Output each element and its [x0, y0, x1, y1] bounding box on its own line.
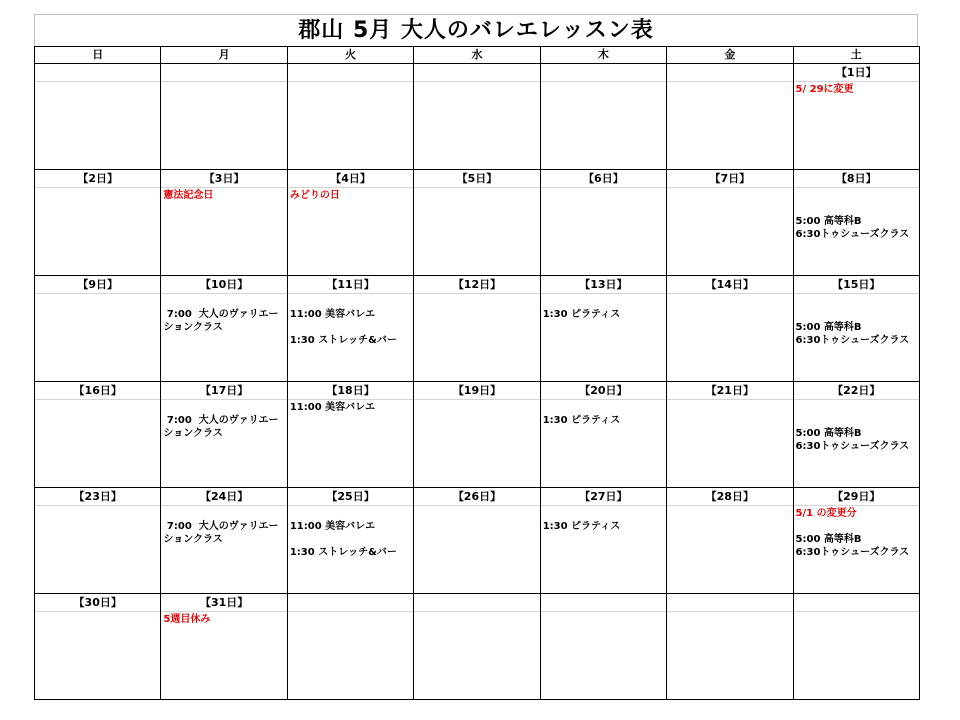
lesson-entry — [796, 401, 917, 414]
day-cell[interactable] — [414, 382, 540, 488]
day-entries — [35, 400, 160, 401]
day-number — [288, 594, 413, 612]
day-cell[interactable] — [35, 382, 161, 488]
lesson-entry: 1:30 ピラティス — [542, 309, 621, 320]
day-number: 【6日】 — [541, 170, 666, 188]
day-entries — [414, 506, 539, 507]
day-number: 【28日】 — [667, 488, 792, 506]
weekday-header: 火 — [287, 47, 413, 64]
day-cell[interactable] — [793, 170, 919, 276]
day-number: 【14日】 — [667, 276, 792, 294]
day-entries — [541, 82, 666, 83]
day-cell[interactable] — [414, 594, 540, 700]
day-entries — [414, 400, 539, 401]
lesson-entry: 7:00 大人のヴァリエーションクラス — [163, 521, 279, 545]
day-cell[interactable] — [35, 594, 161, 700]
day-cell[interactable] — [35, 488, 161, 594]
day-number — [161, 64, 286, 82]
day-note: 憲法記念日 — [163, 190, 214, 201]
lesson-entry: 6:30トゥシューズクラス — [795, 229, 910, 240]
lesson-entry: 7:00 大人のヴァリエーションクラス — [163, 415, 279, 439]
day-cell[interactable] — [161, 594, 287, 700]
day-entries — [794, 82, 919, 96]
day-entries — [288, 82, 413, 83]
lesson-entry: 6:30トゥシューズクラス — [795, 547, 910, 558]
week-row — [35, 382, 920, 488]
day-number: 【26日】 — [414, 488, 539, 506]
day-cell[interactable] — [540, 64, 666, 170]
day-cell[interactable] — [793, 382, 919, 488]
lesson-entry — [543, 507, 664, 520]
lesson-entry — [543, 295, 664, 308]
day-cell[interactable] — [667, 594, 793, 700]
day-entries — [667, 82, 792, 83]
lesson-entry — [290, 533, 411, 546]
day-entries — [288, 612, 413, 613]
day-entries — [667, 294, 792, 295]
day-number: 【13日】 — [541, 276, 666, 294]
day-entries — [541, 400, 666, 427]
lesson-entry — [543, 401, 664, 414]
day-entries — [794, 188, 919, 241]
lesson-entry: 1:30 ストレッチ&バー — [289, 335, 397, 346]
day-entries — [161, 612, 286, 626]
day-number: 【24日】 — [161, 488, 286, 506]
day-cell[interactable] — [161, 64, 287, 170]
day-cell[interactable] — [414, 64, 540, 170]
week-row — [35, 276, 920, 382]
day-entries — [161, 82, 286, 83]
day-entries — [541, 612, 666, 613]
day-entries — [794, 400, 919, 453]
day-cell[interactable] — [540, 276, 666, 382]
day-entries — [161, 188, 286, 202]
day-cell[interactable] — [161, 170, 287, 276]
day-entries — [35, 612, 160, 613]
day-entries — [288, 400, 413, 414]
day-entries — [794, 506, 919, 559]
day-number: 【10日】 — [161, 276, 286, 294]
day-cell[interactable] — [414, 170, 540, 276]
day-entries — [667, 400, 792, 401]
weekday-header: 金 — [667, 47, 793, 64]
lesson-entry: 6:30トゥシューズクラス — [795, 441, 910, 452]
day-entries — [794, 612, 919, 613]
day-number — [541, 594, 666, 612]
day-cell[interactable] — [667, 64, 793, 170]
day-number: 【2日】 — [35, 170, 160, 188]
lesson-entry: 5:00 高等科B — [795, 216, 862, 227]
day-cell[interactable] — [540, 488, 666, 594]
day-entries — [288, 506, 413, 559]
lesson-entry: 5:00 高等科B — [795, 428, 862, 439]
day-cell[interactable] — [287, 488, 413, 594]
lesson-entry — [290, 295, 411, 308]
lesson-entry — [796, 202, 917, 215]
day-number — [35, 64, 160, 82]
lesson-entry — [796, 295, 917, 308]
day-cell[interactable] — [540, 594, 666, 700]
lesson-entry: 6:30トゥシューズクラス — [795, 335, 910, 346]
day-number: 【15日】 — [794, 276, 919, 294]
day-entries — [541, 188, 666, 189]
day-entries — [414, 188, 539, 189]
lesson-entry — [163, 401, 284, 414]
day-number: 【12日】 — [414, 276, 539, 294]
day-entries — [35, 188, 160, 189]
day-number: 【31日】 — [161, 594, 286, 612]
day-note: 5/1 の変更分 — [795, 508, 857, 519]
day-cell[interactable] — [35, 64, 161, 170]
page-title: 郡山 5月 大人のバレエレッスン表 — [34, 14, 918, 46]
day-entries — [667, 188, 792, 189]
day-cell[interactable] — [287, 276, 413, 382]
day-number — [794, 594, 919, 612]
day-entries — [288, 188, 413, 202]
lesson-entry: 5:00 高等科B — [795, 322, 862, 333]
day-entries — [161, 506, 286, 546]
lesson-entry: 1:30 ストレッチ&バー — [289, 547, 397, 558]
day-cell[interactable] — [667, 170, 793, 276]
day-cell[interactable] — [414, 488, 540, 594]
calendar-body — [35, 64, 920, 700]
day-cell[interactable] — [667, 276, 793, 382]
day-number — [667, 64, 792, 82]
calendar-table — [34, 46, 920, 700]
day-number: 【3日】 — [161, 170, 286, 188]
day-entries — [35, 506, 160, 507]
day-entries — [667, 612, 792, 613]
day-cell[interactable] — [540, 170, 666, 276]
day-number: 【30日】 — [35, 594, 160, 612]
lesson-entry: 1:30 ピラティス — [542, 415, 621, 426]
week-row — [35, 594, 920, 700]
day-number: 【1日】 — [794, 64, 919, 82]
day-number: 【22日】 — [794, 382, 919, 400]
day-cell[interactable] — [793, 594, 919, 700]
day-entries — [161, 294, 286, 334]
day-cell[interactable] — [667, 382, 793, 488]
day-entries — [35, 294, 160, 295]
lesson-entry: 1:30 ピラティス — [542, 521, 621, 532]
day-entries — [35, 82, 160, 83]
day-entries — [161, 400, 286, 440]
day-entries — [414, 612, 539, 613]
day-entries — [414, 294, 539, 295]
day-entries — [794, 294, 919, 347]
day-number: 【9日】 — [35, 276, 160, 294]
day-number: 【23日】 — [35, 488, 160, 506]
day-entries — [667, 506, 792, 507]
day-note: みどりの日 — [289, 190, 340, 201]
weekday-header: 土 — [793, 47, 919, 64]
day-cell[interactable] — [287, 64, 413, 170]
day-number: 【16日】 — [35, 382, 160, 400]
day-cell[interactable] — [793, 488, 919, 594]
day-cell[interactable] — [287, 594, 413, 700]
day-cell[interactable] — [667, 488, 793, 594]
lesson-entry — [290, 321, 411, 334]
lesson-entry — [796, 520, 917, 533]
day-cell[interactable] — [161, 488, 287, 594]
day-cell[interactable] — [35, 170, 161, 276]
day-cell[interactable] — [540, 382, 666, 488]
day-number: 【7日】 — [667, 170, 792, 188]
weekday-header: 木 — [540, 47, 666, 64]
lesson-entry — [290, 507, 411, 520]
lesson-entry: 11:00 美容バレエ — [289, 521, 376, 532]
lesson-entry — [796, 308, 917, 321]
lesson-entry — [796, 414, 917, 427]
day-number: 【4日】 — [288, 170, 413, 188]
day-number: 【25日】 — [288, 488, 413, 506]
day-entries — [541, 506, 666, 533]
day-number: 【17日】 — [161, 382, 286, 400]
day-entries — [414, 82, 539, 83]
day-number: 【18日】 — [288, 382, 413, 400]
day-number: 【20日】 — [541, 382, 666, 400]
day-cell[interactable] — [287, 170, 413, 276]
day-number: 【19日】 — [414, 382, 539, 400]
day-cell[interactable] — [161, 276, 287, 382]
week-row — [35, 64, 920, 170]
day-number: 【29日】 — [794, 488, 919, 506]
weekday-header: 日 — [35, 47, 161, 64]
day-cell[interactable] — [35, 276, 161, 382]
day-note: 5/ 29に変更 — [795, 84, 854, 95]
week-row — [35, 170, 920, 276]
day-cell[interactable] — [414, 276, 540, 382]
day-cell[interactable] — [793, 276, 919, 382]
day-number — [667, 594, 792, 612]
day-cell[interactable] — [287, 382, 413, 488]
day-note: 5週目休み — [163, 614, 211, 625]
day-number — [288, 64, 413, 82]
lesson-entry — [163, 507, 284, 520]
day-number — [414, 64, 539, 82]
day-number: 【11日】 — [288, 276, 413, 294]
lesson-entry: 11:00 美容バレエ — [289, 309, 376, 320]
day-entries — [541, 294, 666, 321]
day-number: 【27日】 — [541, 488, 666, 506]
day-number: 【21日】 — [667, 382, 792, 400]
lesson-entry: 5:00 高等科B — [795, 534, 862, 545]
day-cell[interactable] — [793, 64, 919, 170]
day-number — [414, 594, 539, 612]
day-number — [541, 64, 666, 82]
day-cell[interactable] — [161, 382, 287, 488]
lesson-entry: 11:00 美容バレエ — [289, 402, 376, 413]
day-number: 【5日】 — [414, 170, 539, 188]
day-number: 【8日】 — [794, 170, 919, 188]
lesson-entry: 7:00 大人のヴァリエーションクラス — [163, 309, 279, 333]
lesson-entry — [163, 295, 284, 308]
weekday-header: 水 — [414, 47, 540, 64]
weekday-header: 月 — [161, 47, 287, 64]
week-row — [35, 488, 920, 594]
schedule-sheet — [34, 14, 918, 700]
lesson-entry — [796, 189, 917, 202]
day-entries — [288, 294, 413, 347]
weekday-header-row — [35, 47, 920, 64]
